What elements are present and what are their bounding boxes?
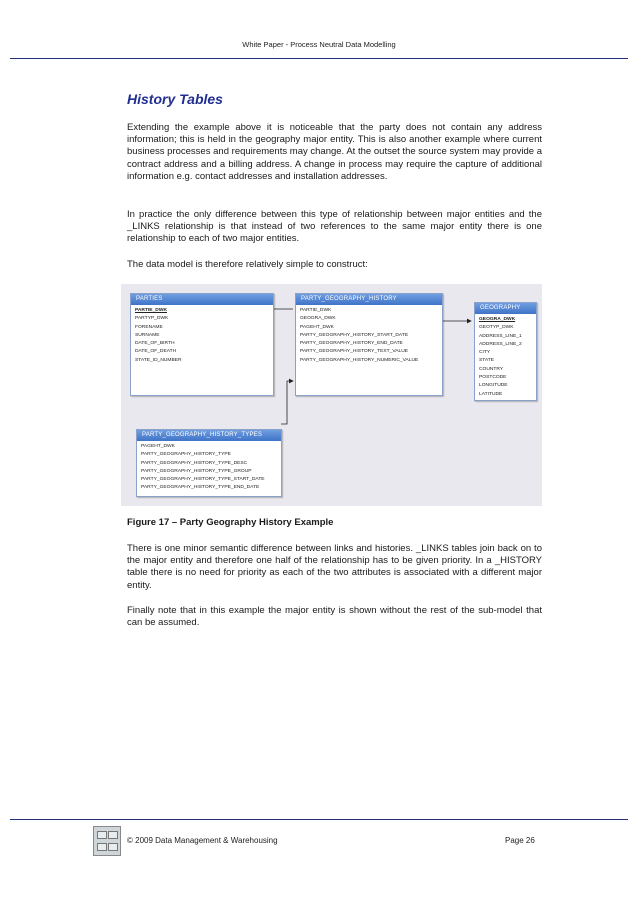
paragraph-final-note: Finally note that in this example the major entity is shown without the rest of the sub-model that can be assumed. <box>127 605 542 629</box>
column-name: POSTCODE <box>479 375 507 381</box>
table-geography-header: GEOGRAPHY <box>475 303 536 314</box>
table-parties-header: PARTIES <box>131 294 273 305</box>
column-name: GEOTYP_DWK <box>479 325 514 331</box>
paragraph-model: The data model is therefore relatively simple to construct: <box>127 259 368 270</box>
footer-copyright: © 2009 Data Management & Warehousing <box>127 836 278 845</box>
table-party-geography-history-header: PARTY_GEOGRAPHY_HISTORY <box>296 294 442 305</box>
column-name: PAGEHT_DWK <box>141 444 175 449</box>
table-parties[interactable] <box>130 293 274 396</box>
paragraph-semantics: There is one minor semantic difference between links and histories. _LINKS tables join back on to the major entity and therefore one half of the relationship has to be given priority. In a _HISTORY table there is no need for priority as each of the two attributes is associated with a different major entity. <box>127 543 542 591</box>
column-name: ADDRESS_LINE_1 <box>479 333 522 339</box>
paragraph-intro: Extending the example above it is noticeable that the party does not contain any address information; this is held in the geography major entity. This is also another example where current business processes and requirements may change. At the outset the source system may provide a contract address and a billing address. A change in process may require the capture of additional information e.g. contact addresses and installation addresses. <box>127 122 542 182</box>
paragraph-difference: In practice the only difference between this type of relationship between major entities and the _LINKS relationship is that instead of two references to the same major entity there is one relationship to each of two major entities. <box>127 209 542 245</box>
column-name: PARTIE_DWK <box>135 308 167 313</box>
column-name: ADDRESS_LINE_2 <box>479 341 522 347</box>
column-name: DATE_OF_DEATH <box>135 349 177 355</box>
column-name: CITY <box>479 350 491 356</box>
column-name: PARTY_GEOGRAPHY_HISTORY_TYPE_END_DATE <box>141 485 260 491</box>
er-diagram <box>121 284 542 506</box>
table-geography[interactable] <box>474 302 537 401</box>
column-name: FORENAME <box>135 324 163 330</box>
column-name: PARTY_GEOGRAPHY_HISTORY_TYPE_DESC <box>141 460 248 466</box>
footer-rule <box>10 819 628 820</box>
column-name: PARTY_GEOGRAPHY_HISTORY_END_DATE <box>300 341 403 347</box>
column-name: GEOGRA_DWK <box>300 316 336 322</box>
footer-page-number: Page 26 <box>505 836 535 845</box>
section-title: History Tables <box>127 91 223 107</box>
column-name: COUNTRY <box>479 366 504 372</box>
company-logo-icon <box>93 826 121 856</box>
column-name: LONGITUDE <box>479 383 508 389</box>
column-name: SURNAME <box>135 332 160 338</box>
column-name: PARTY_GEOGRAPHY_HISTORY_TEXT_VALUE <box>300 349 408 355</box>
column-name: PAGEHT_DWK <box>300 324 334 330</box>
table-party-geography-history-types[interactable] <box>136 429 282 497</box>
column-name: LATITUDE <box>479 391 503 397</box>
column-name: GEOGRA_DWK <box>479 317 516 322</box>
column-name: PARTY_GEOGRAPHY_HISTORY_TYPE <box>141 452 231 458</box>
column-name: DATE_OF_BIRTH <box>135 341 175 347</box>
relation-types-history <box>281 381 293 424</box>
column-name: PARTIE_DWK <box>300 308 332 313</box>
column-name: PARTY_GEOGRAPHY_HISTORY_START_DATE <box>300 332 409 338</box>
figure-caption: Figure 17 – Party Geography History Example <box>127 517 334 528</box>
column-name: PARTY_GEOGRAPHY_HISTORY_TYPE_GROUP <box>141 468 252 474</box>
column-name: PARTYP_DWK <box>135 316 169 322</box>
page-header-title: White Paper - Process Neutral Data Modelling <box>242 40 396 49</box>
table-party-geography-history-types-header: PARTY_GEOGRAPHY_HISTORY_TYPES <box>137 430 281 441</box>
column-name: STATE_ID_NUMBER <box>135 357 182 363</box>
table-party-geography-history[interactable] <box>295 293 443 396</box>
column-name: PARTY_GEOGRAPHY_HISTORY_NUMERIC_VALUE <box>300 357 419 363</box>
header-rule <box>10 58 628 59</box>
column-name: STATE <box>479 358 495 364</box>
column-name: PARTY_GEOGRAPHY_HISTORY_TYPE_START_DATE <box>141 477 265 483</box>
